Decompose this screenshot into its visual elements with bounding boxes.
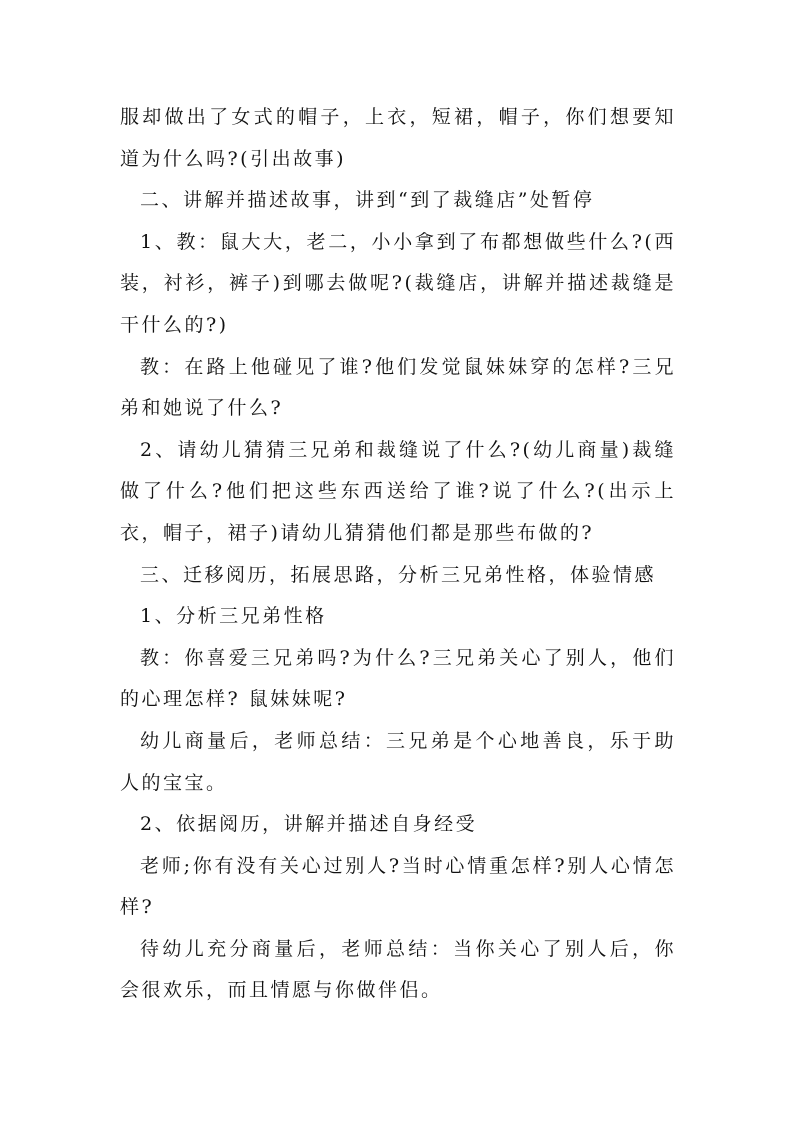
paragraph-summary-2: 待幼儿充分商量后，老师总结：当你关心了别人后，你会很欢乐，而且情愿与你做伴侣。 <box>120 937 676 1002</box>
section-heading-three: 三、迁移阅历，拓展思路，分析三兄弟性格，体验情感 <box>140 563 657 586</box>
paragraph-step-1: 1、教：鼠大大，老二，小小拿到了布都想做些什么?(西装，衬衫，裤子)到哪去做呢?(裁缝店，讲解并描述裁缝是干什么的?) <box>120 230 676 336</box>
paragraph-continuation: 服却做出了女式的帽子，上衣，短裙，帽子，你们想要知道为什么吗?(引出故事) <box>120 106 676 170</box>
subheading-experience: 2、依据阅历，讲解并描述自身经受 <box>140 813 478 836</box>
document-body <box>120 97 676 1012</box>
paragraph-teacher-ask: 教：你喜爱三兄弟吗?为什么?三兄弟关心了别人，他们的心理怎样? 鼠妹妹呢? <box>120 646 676 711</box>
paragraph-teacher-question: 教：在路上他碰见了谁?他们发觉鼠妹妹穿的怎样?三兄弟和她说了什么? <box>120 355 676 420</box>
paragraph-teacher-experience: 老师;你有没有关心过别人?当时心情重怎样?别人心情怎样? <box>120 854 676 919</box>
paragraph-step-2: 2、请幼儿猜猜三兄弟和裁缝说了什么?(幼儿商量)裁缝做了什么?他们把这些东西送给了谁?说了什么?(出示上衣，帽子，裙子)请幼儿猜猜他们都是那些布做的? <box>120 438 676 544</box>
section-heading-two: 二、讲解并描述故事，讲到“到了裁缝店”处暂停 <box>140 189 595 212</box>
subheading-analyze: 1、分析三兄弟性格 <box>140 605 327 628</box>
paragraph-summary-1: 幼儿商量后，老师总结：三兄弟是个心地善良，乐于助人的宝宝。 <box>120 729 676 794</box>
